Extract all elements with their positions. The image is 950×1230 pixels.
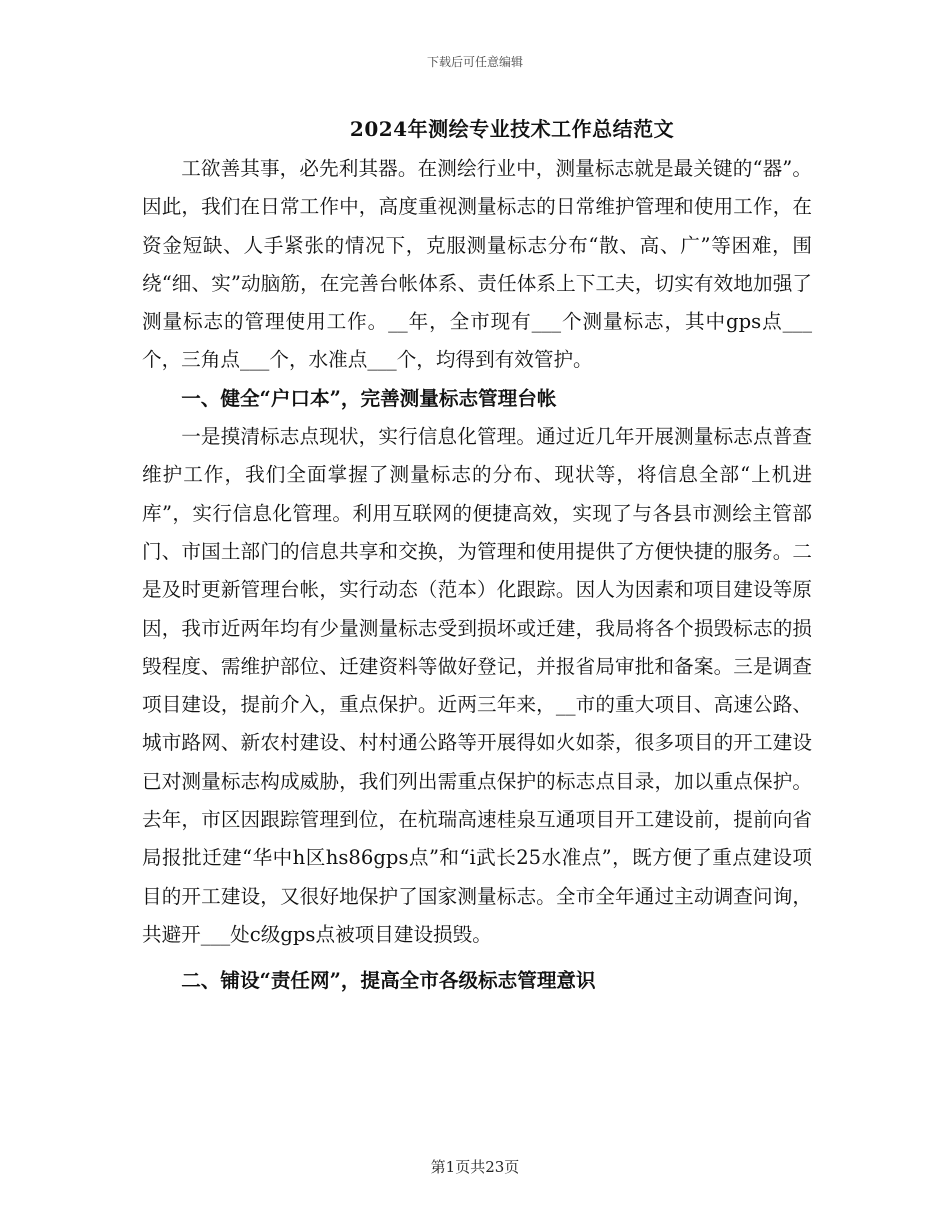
page-number: 第1页共23页 [430, 1158, 520, 1176]
document-title: 2024年测绘专业技术工作总结范文 [349, 117, 675, 141]
header-note: 下载后可任意编辑 [426, 55, 523, 69]
section-1-paragraph: 一是摸清标志点现状，实行信息化管理。通过近几年开展测量标志点普查维护工作，我们全面掌握了测量标志的分布、现状等，将信息全部“上机进库”，实行信息化管理。利用互联网的便捷高效，实现了与各县市测绘主管部门、市国土部门的信息共享和交换，为管理和使用提供了方便快捷的服务。二是及时更新管理台帐，实行动态（范本）化跟踪。因人为因素和项目建设等原因，我市近两年均有少量测量标志受到损坏或迁建，我局将各个损毁标志的损毁程度、需维护部位、迁建资料等做好登记，并报省局审批和备案。三是调查项目建设，提前介入，重点保护。近两三年来，__市的重大项目、高速公路、城市路网、新农村建设、村村通公路等开展得如火如荼，很多项目的开工建设已对测量标志构成威胁，我们列出需重点保护的标志点目录，加以重点保护。去年，市区因跟踪管理到位，在杭瑞高速桂泉互通项目开工建设前，提前向省局报批迁建“华中h区hs86gps点”和“i武长25水准点”，既方便了重点建设项目的开工建设，又很好地保护了国家测量标志。全市全年通过主动调查问询，共避开___处c级gps点被项目建设损毁。 [142, 425, 812, 946]
section-1-heading: 一、健全“户口本”，完善测量标志管理台帐 [181, 386, 557, 410]
section-2-heading: 二、铺设“责任网”，提高全市各级标志管理意识 [181, 969, 596, 993]
intro-paragraph: 工欲善其事，必先利其器。在测绘行业中，测量标志就是最关键的“器”。因此，我们在日常工作中，高度重视测量标志的日常维护管理和使用工作，在资金短缺、人手紧张的情况下，克服测量标志分布“散、高、广”等困难，围绕“细、实”动脑筋，在完善台帐体系、责任体系上下工夫，切实有效地加强了测量标志的管理使用工作。__年，全市现有___个测量标志，其中gps点___个，三角点___个，水准点___个，均得到有效管护。 [142, 157, 812, 372]
document-body [142, 110, 812, 1001]
